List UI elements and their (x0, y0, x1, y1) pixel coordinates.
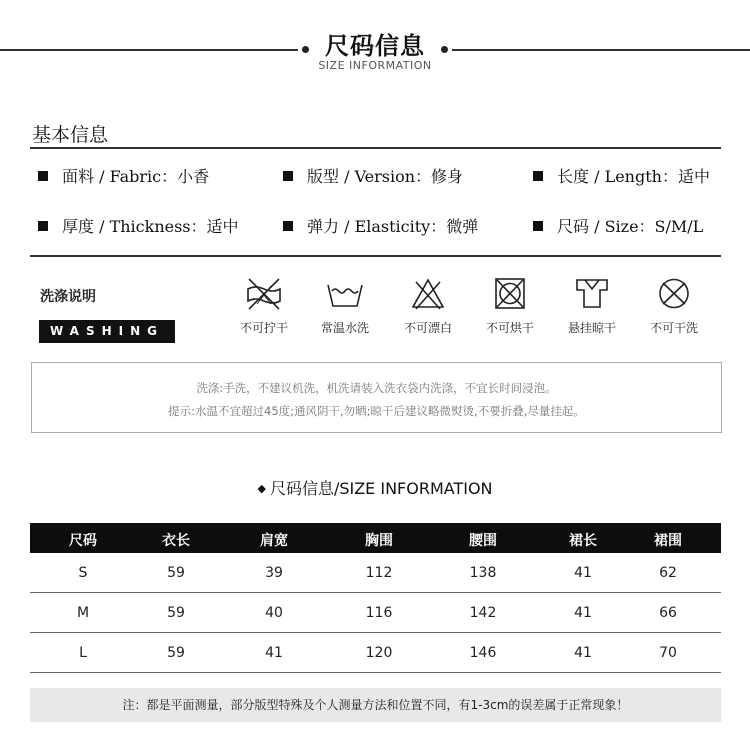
table-cell: 59 (167, 565, 185, 581)
divider (30, 255, 721, 257)
care-label: 常温水洗 (320, 321, 369, 335)
table-cell: 59 (167, 605, 185, 621)
bullet-square-icon (283, 171, 293, 181)
column-header: 裙围 (654, 533, 682, 549)
table-cell: 41 (265, 645, 283, 661)
info-item-thickness (38, 214, 239, 237)
table-cell: 39 (265, 565, 283, 581)
size-section-heading (0, 476, 750, 499)
care-item-no-tumble-dry (470, 276, 550, 336)
care-label: 不可拧干 (239, 321, 288, 335)
info-item-text: 厚度 / Thickness：适中 (62, 217, 239, 236)
care-label: 不可烘干 (485, 321, 534, 335)
page-title: 尺码信息 (325, 32, 425, 60)
table-cell: 116 (365, 605, 393, 621)
washing-badge: WASHING (39, 320, 175, 343)
care-item-no-bleach (388, 276, 468, 336)
column-header: 肩宽 (260, 533, 288, 549)
table-cell: S (78, 565, 88, 581)
header-line-left (0, 49, 298, 51)
bullet-square-icon (38, 171, 48, 181)
info-item-text: 面料 / Fabric：小香 (62, 167, 210, 186)
bullet-square-icon (533, 221, 543, 231)
table-cell: 41 (574, 565, 592, 581)
measurement-note: 注：都是平面测量，部分版型特殊及个人测量方法和位置不同，有1-3cm的误差属于正常现象！ (30, 688, 721, 722)
table-cell: 62 (659, 565, 677, 581)
table-cell: 41 (574, 645, 592, 661)
no-dry-clean-icon (655, 276, 693, 312)
column-header: 尺码 (69, 533, 97, 549)
table-cell: 112 (365, 565, 393, 581)
table-cell: 142 (469, 605, 497, 621)
no-wring-icon (245, 276, 283, 312)
header-dot-left (302, 46, 309, 53)
divider (30, 147, 721, 149)
table-cell: 66 (659, 605, 677, 621)
care-item-no-dry-clean (634, 276, 714, 336)
header-dot-right (441, 46, 448, 53)
hang-dry-icon (573, 276, 611, 312)
bullet-square-icon (533, 171, 543, 181)
column-header: 衣长 (162, 533, 190, 549)
info-item-elasticity (283, 214, 478, 237)
header-line-right (452, 49, 750, 51)
info-item-text: 长度 / Length：适中 (557, 167, 710, 186)
column-header: 胸围 (365, 533, 393, 549)
info-item-text: 尺码 / Size：S/M/L (557, 217, 704, 236)
care-label: 不可干洗 (649, 321, 698, 335)
bullet-square-icon (38, 221, 48, 231)
care-label: 不可漂白 (403, 321, 452, 335)
table-cell: 41 (574, 605, 592, 621)
table-cell: 138 (469, 565, 497, 581)
bullet-square-icon (283, 221, 293, 231)
table-cell: L (79, 645, 87, 661)
table-row (30, 593, 721, 633)
column-header: 腰围 (469, 533, 497, 549)
column-header: 裙长 (569, 533, 597, 549)
table-cell: 59 (167, 645, 185, 661)
table-cell: 40 (265, 605, 283, 621)
size-section-heading-text: 尺码信息/SIZE INFORMATION (269, 479, 493, 498)
care-item-warm-wash (305, 276, 385, 336)
info-item-text: 弹力 / Elasticity：微弹 (307, 217, 479, 236)
washing-title: 洗涤说明 (40, 289, 96, 305)
info-item-text: 版型 / Version：修身 (307, 167, 464, 186)
table-cell: 146 (469, 645, 497, 661)
table-row (30, 553, 721, 593)
table-cell: 70 (659, 645, 677, 661)
page-subtitle: SIZE INFORMATION (318, 59, 432, 72)
no-tumble-dry-icon (491, 276, 529, 312)
table-row (30, 633, 721, 673)
info-item-length (533, 164, 710, 187)
table-cell: 120 (365, 645, 393, 661)
care-label: 悬挂晾干 (567, 321, 616, 335)
care-item-no-wring (224, 276, 304, 336)
basic-info-title: 基本信息 (32, 124, 109, 146)
warm-wash-icon (326, 276, 364, 312)
washing-notice-box (31, 362, 722, 433)
info-item-fabric (38, 164, 209, 187)
diamond-icon: ◆ (257, 482, 266, 495)
size-table-header (30, 523, 721, 553)
info-item-version (283, 164, 463, 187)
washing-notice-line: 提示:水温不宜超过45度;通风阴干,勿晒;晾干后建议略微熨烫,不要折叠,尽量挂起。 (168, 404, 585, 418)
washing-notice-line: 洗涤:手洗，不建议机洗，机洗请装入洗衣袋内洗涤，不宜长时间浸泡。 (196, 381, 557, 395)
info-item-size (533, 214, 703, 237)
care-item-hang-dry (552, 276, 632, 336)
table-cell: M (76, 605, 90, 621)
no-bleach-icon (409, 276, 447, 312)
